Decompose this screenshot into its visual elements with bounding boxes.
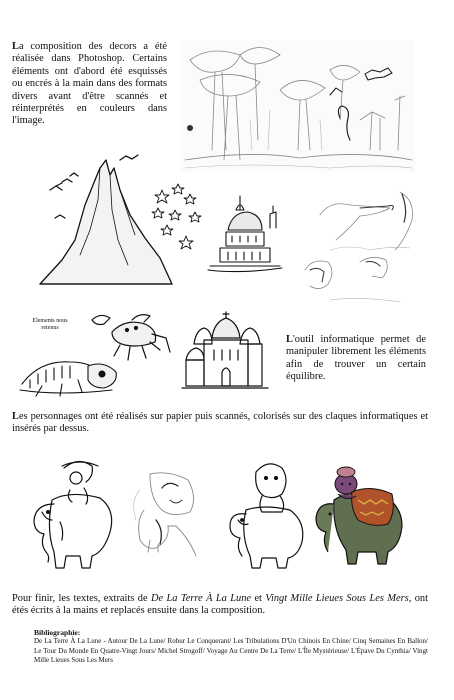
characters-text: es personnages ont été réalisés sur papier puis scannés, colorisés sur des claques informatiques et insérés par dessus. — [12, 411, 428, 435]
intro-first-letter: L — [12, 41, 19, 52]
bibliography — [34, 628, 428, 666]
finish-paragraph — [12, 593, 428, 618]
elements-not-kept-label: Elements nous retenus — [32, 318, 68, 331]
finish-text-after: , ont étés écrits à la mains et replacés ensuite dans la composition. — [12, 593, 428, 617]
characters-paragraph — [12, 411, 428, 436]
tool-paragraph — [286, 334, 426, 384]
tool-first-letter: L — [286, 334, 293, 345]
characters-first-letter: L — [12, 411, 19, 422]
mushroom-sketch-group — [180, 40, 415, 172]
finish-text-before: Pour finir, les textes, extraits de — [12, 593, 151, 604]
finish-text-middle: et — [251, 593, 266, 604]
bibliography-text: De La Terre À La Lune - Autour De La Lune/ Robur Le Conquerant/ Les Tribulations D'Un Chinois En Chine/ Cinq Semaines En Ballon/ Le Tour Du Monde En Quatre-Vingt Jours/ Michel Strogoff/ Voyage Au Centre De La Terre/ L'Île Mystérieuse/ L'Épave Du Cynthia/ Vingt Mille Lieues Sous Les Mers — [34, 637, 428, 664]
tool-text: 'outil informatique permet de manipuler librement les éléments afin de trouver un certain équilibre. — [286, 334, 426, 383]
finish-title-2: Vingt Mille Lieues Sous Les Mers — [265, 593, 409, 604]
intro-paragraph — [12, 41, 167, 128]
bibliography-title: Bibliographie: — [34, 628, 81, 637]
finish-title-1: De La Terre À La Lune — [150, 593, 252, 604]
intro-text: a composition des decors a été réalisée dans Photoshop. Certains éléments ont d'abord été esquissés ou encrés à la main dans des formats divers avant d'être scannés et réinterprétés en couleurs dans l'image. — [12, 41, 167, 127]
